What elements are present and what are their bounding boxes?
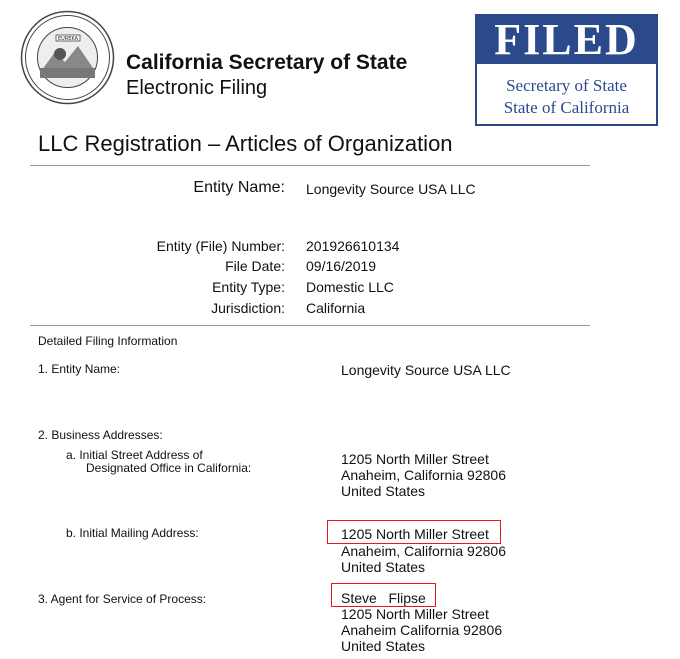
seal-motto: EUREKA — [57, 36, 79, 42]
item1-value: Longevity Source USA LLC — [341, 362, 511, 378]
item2a-street: 1205 North Miller Street — [341, 451, 489, 467]
item3-city: Anaheim California 92806 — [341, 622, 503, 638]
item2b-street: 1205 North Miller Street — [341, 526, 489, 542]
file-date-value: 09/16/2019 — [306, 258, 377, 274]
entity-type-label: Entity Type: — [212, 279, 285, 295]
jurisdiction-value: California — [306, 300, 366, 316]
item3-street: 1205 North Miller Street — [341, 606, 489, 622]
document-title: LLC Registration – Articles of Organization — [38, 131, 453, 156]
summary-divider — [30, 325, 590, 326]
item2a-city: Anaheim, California 92806 — [341, 467, 506, 483]
item2a-country: United States — [341, 483, 426, 499]
entity-name-value: Longevity Source USA LLC — [306, 181, 476, 197]
agency-subtitle: Electronic Filing — [126, 77, 268, 99]
item2-label: 2. Business Addresses: — [38, 428, 163, 442]
item2a-label-line2: Designated Office in California: — [86, 461, 252, 475]
agency-title: California Secretary of State — [126, 51, 408, 74]
item3-label: 3. Agent for Service of Process: — [38, 592, 207, 606]
state-seal-logo — [20, 10, 115, 105]
item2a-label-line1: a. Initial Street Address of — [66, 448, 203, 462]
filed-line-1: Secretary of State — [506, 76, 627, 95]
item1-label: 1. Entity Name: — [38, 362, 121, 376]
item2b-country: United States — [341, 559, 426, 575]
jurisdiction-label: Jurisdiction: — [211, 300, 285, 316]
file-date-label: File Date: — [225, 258, 285, 274]
item3-country: United States — [341, 638, 426, 654]
entity-name-label: Entity Name: — [193, 179, 285, 196]
file-number-value: 201926610134 — [306, 238, 400, 254]
title-divider — [30, 165, 590, 166]
entity-type-value: Domestic LLC — [306, 279, 394, 295]
item2b-city: Anaheim, California 92806 — [341, 543, 506, 559]
item3-agent-name: Steve Flipse — [341, 590, 426, 606]
item2b-label: b. Initial Mailing Address: — [66, 526, 199, 540]
file-number-label: Entity (File) Number: — [156, 238, 285, 254]
filed-line-2: State of California — [503, 98, 630, 117]
filed-word: FILED — [477, 16, 656, 64]
details-heading: Detailed Filing Information — [38, 334, 178, 348]
filed-stamp — [475, 14, 658, 126]
